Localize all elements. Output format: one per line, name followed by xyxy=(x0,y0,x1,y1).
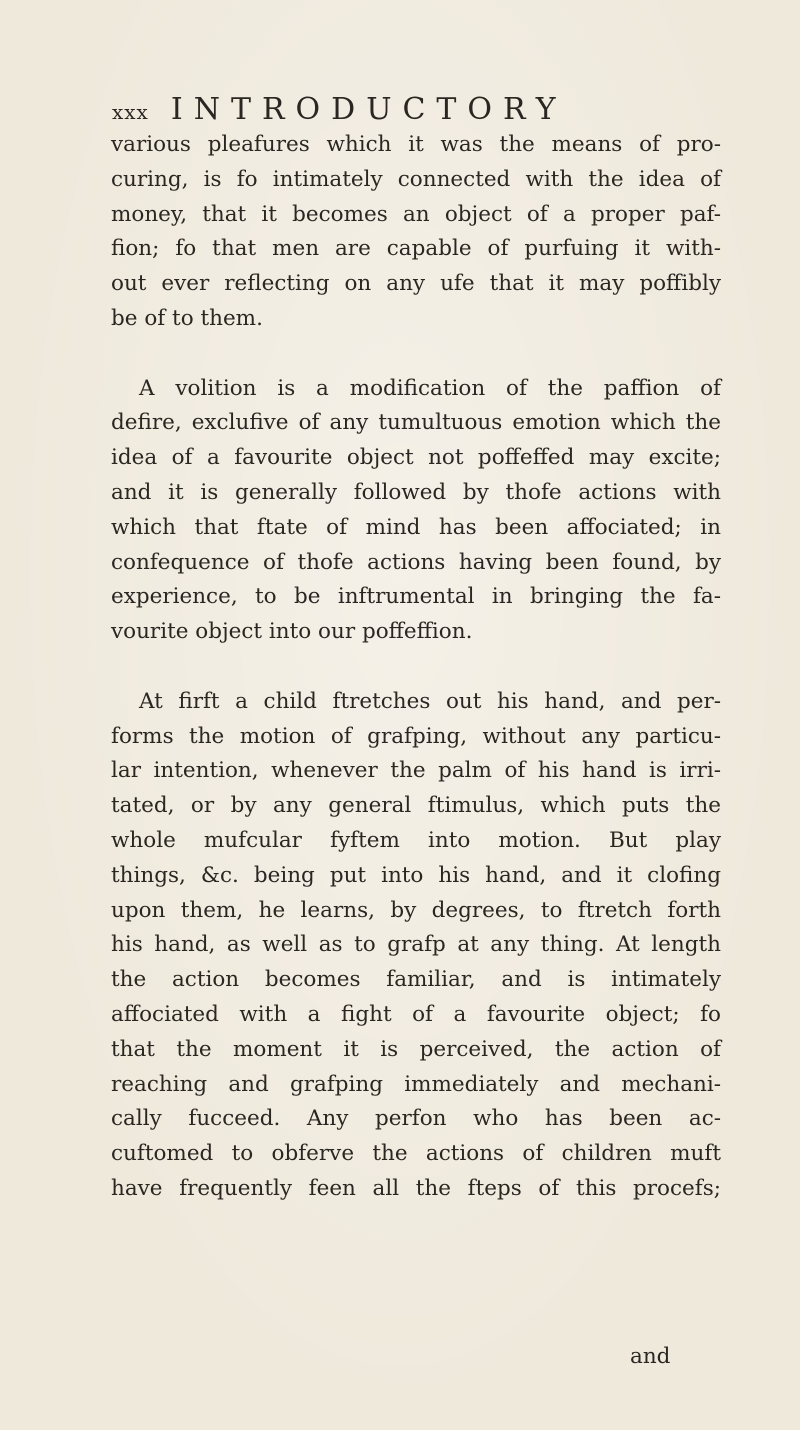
text-line: fion; fo that men are capable of purfuing it with- xyxy=(111,236,721,262)
paragraph-3 xyxy=(111,685,721,1207)
text-line: cuftomed to obferve the actions of children muft xyxy=(111,1141,721,1167)
text-line: that the moment it is perceived, the action of xyxy=(111,1036,721,1062)
paragraph-2 xyxy=(111,372,721,650)
catchword: and xyxy=(630,1344,671,1369)
text-line: his hand, as well as to grafp at any thing. At length xyxy=(111,932,721,958)
text-line: defire, exclufive of any tumultuous emotion which the xyxy=(111,410,721,436)
text-line: out ever reflecting on any ufe that it may poffibly xyxy=(111,271,721,297)
text-line: things, &c. being put into his hand, and it clofing xyxy=(111,862,721,888)
running-title: INTRODUCTORY xyxy=(170,92,567,127)
text-line: curing, is fo intimately connected with the idea of xyxy=(111,166,721,192)
text-line: reaching and grafping immediately and mechani- xyxy=(111,1071,721,1097)
text-line: and it is generally followed by thofe actions with xyxy=(111,479,721,505)
text-line: idea of a favourite object not poffeffed may excite; xyxy=(111,445,721,471)
running-head xyxy=(112,92,732,132)
page-number: xxx xyxy=(112,100,149,124)
text-line: affociated with a fight of a favourite object; fo xyxy=(111,1001,721,1027)
text-line: have frequently feen all the fteps of this procefs; xyxy=(111,1175,721,1201)
text-line: experience, to be inftrumental in bringing the fa- xyxy=(111,584,721,610)
text-line: forms the motion of grafping, without any particu- xyxy=(111,723,721,749)
text-line: the action becomes familiar, and is intimately xyxy=(111,967,721,993)
text-line: lar intention, whenever the palm of his hand is irri- xyxy=(111,758,721,784)
text-line: vourite object into our poffeffion. xyxy=(111,619,473,645)
text-line: A volition is a modification of the paffion of xyxy=(139,375,721,401)
text-line: At firft a child ftretches out his hand, and per- xyxy=(139,688,721,714)
text-line: confequence of thofe actions having been found, by xyxy=(111,549,721,575)
text-line: tated, or by any general ftimulus, which puts the xyxy=(111,793,721,819)
text-line: be of to them. xyxy=(111,305,263,331)
text-line: cally fucceed. Any perfon who has been ac- xyxy=(111,1106,721,1132)
text-line: upon them, he learns, by degrees, to ftretch forth xyxy=(111,897,721,923)
text-line: which that ftate of mind has been affociated; in xyxy=(111,514,721,540)
paragraph-1 xyxy=(111,128,721,337)
text-line: money, that it becomes an object of a proper paf- xyxy=(111,201,721,227)
text-line: various pleafures which it was the means of pro- xyxy=(111,132,721,157)
body-text xyxy=(111,128,721,1207)
text-line: whole mufcular fyftem into motion. But play xyxy=(111,827,721,853)
